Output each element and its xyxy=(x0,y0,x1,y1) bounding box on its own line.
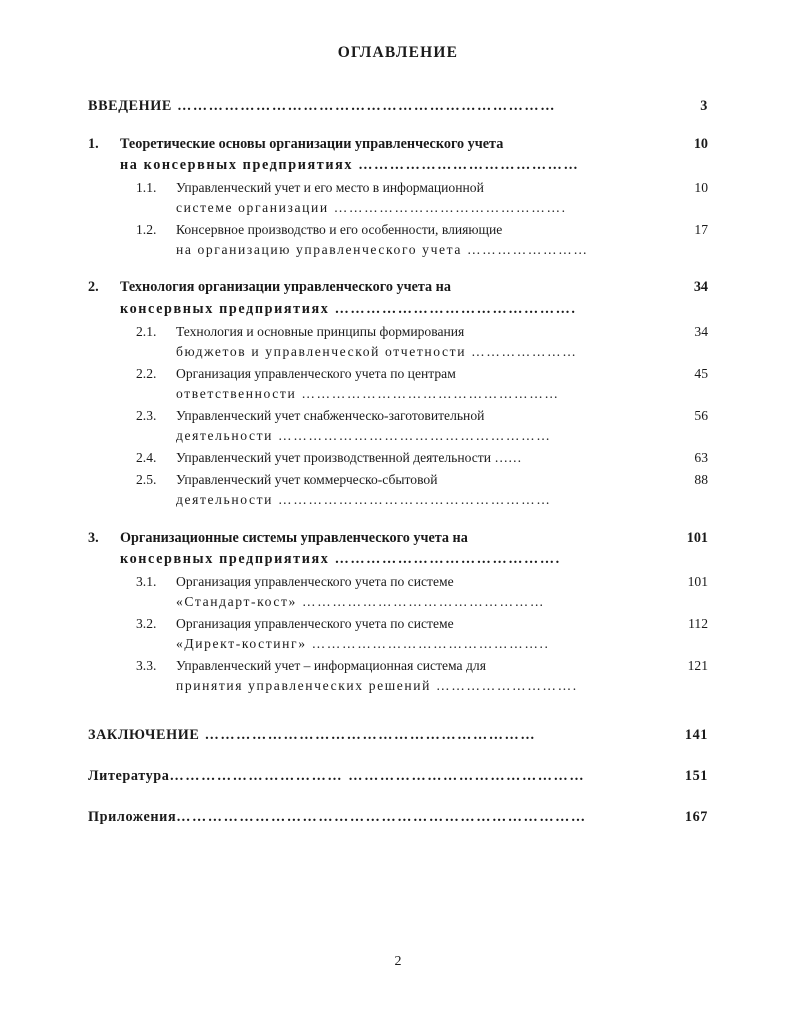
toc-leader-dots: ……………………………………………………………… xyxy=(171,98,556,114)
toc-entry-number: 2.2. xyxy=(136,365,157,381)
toc-entry-label: ВВЕДЕНИЕ xyxy=(88,98,172,114)
section-spacer xyxy=(88,696,708,705)
toc-entry-section-2-1[interactable] xyxy=(88,322,708,362)
toc-entry-section-1-1[interactable] xyxy=(88,178,708,218)
toc-entry-title xyxy=(176,178,662,218)
toc-entry-page: 112 xyxy=(688,615,708,631)
toc-entry-page: 121 xyxy=(687,657,708,673)
toc-entry-number: 3. xyxy=(88,529,99,546)
toc-entry-number: 1.2. xyxy=(136,222,157,238)
toc-entry-line-1: Технология и основные принципы формирования xyxy=(176,323,465,339)
toc-entry-line-2: принятия управленческих решений ………………………. xyxy=(176,678,578,694)
toc-entry-title xyxy=(176,406,662,446)
toc-entry-line-2: «Директ-костинг» ……………………………………….. xyxy=(176,635,550,651)
toc-entry-section-3-3[interactable] xyxy=(88,656,708,696)
toc-entry-page: 101 xyxy=(686,529,708,546)
toc-entry-label: ЗАКЛЮЧЕНИЕ xyxy=(88,727,200,744)
toc-entry-number: 1.1. xyxy=(136,180,157,196)
toc-entry-line-2: ответственности …………………………………………… xyxy=(176,385,560,401)
toc-entry-literature[interactable] xyxy=(88,766,708,787)
toc-entry-line-1: Технология организации управленческого учета на xyxy=(120,279,451,296)
toc-entry-section-1-2[interactable] xyxy=(88,220,708,260)
toc-entry-line-1: Управленческий учет – информационная система для xyxy=(176,657,486,673)
toc-entry-introduction[interactable] xyxy=(88,96,708,117)
toc-entry-page: 141 xyxy=(684,727,708,744)
toc-entry-page: 17 xyxy=(694,222,708,238)
toc-entry-line-2: деятельности ……………………………………………… xyxy=(176,428,552,444)
toc-leader-dots: ……………………………………………………… xyxy=(199,727,537,744)
toc-entry-title xyxy=(88,807,662,828)
toc-entry-conclusion[interactable] xyxy=(88,725,708,746)
toc-entry-line-1: Управленческий учет и его место в информационной xyxy=(176,180,484,196)
page-title: ОГЛАВЛЕНИЕ xyxy=(337,44,459,61)
toc-entry-title xyxy=(176,656,662,696)
toc-entry-section-3-1[interactable] xyxy=(88,572,708,612)
toc-entry-section-2-3[interactable] xyxy=(88,406,708,446)
toc-entry-chapter-3[interactable] xyxy=(88,528,708,570)
toc-entry-title xyxy=(120,277,662,319)
toc-entry-chapter-2[interactable] xyxy=(88,277,708,319)
toc-entry-section-2-4[interactable] xyxy=(88,448,708,468)
toc-entry-line-1: Управленческий учет коммерческо-сбытовой xyxy=(176,472,438,488)
toc-entry-page: 10 xyxy=(694,180,708,196)
toc-entry-line-1: Консервное производство и его особенности, влияющие xyxy=(176,222,503,238)
toc-entry-page: 101 xyxy=(687,573,708,589)
toc-entry-title xyxy=(176,364,662,404)
toc-entry-line-1: Организация управленческого учета по системе xyxy=(176,615,454,631)
toc-entry-number: 2.3. xyxy=(136,407,157,423)
toc-entry-line-2: консервных предприятиях ……………………………………. xyxy=(120,550,561,567)
toc-entry-number: 3.2. xyxy=(136,615,157,631)
toc-entry-title xyxy=(88,725,662,746)
toc-entry-page: 10 xyxy=(693,136,708,153)
table-of-contents xyxy=(88,96,708,828)
toc-entry-line-2: на консервных предприятиях …………………………………… xyxy=(120,157,580,174)
toc-entry-title xyxy=(176,220,662,260)
toc-entry-title xyxy=(176,322,662,362)
toc-leader-dots: …………………………… ……………………………………… xyxy=(169,768,586,785)
toc-entry-page: 63 xyxy=(694,450,708,466)
toc-entry-page: 167 xyxy=(684,809,708,826)
toc-entry-label: Литература xyxy=(88,768,170,785)
toc-entry-line-1: Организация управленческого учета по системе xyxy=(176,573,454,589)
toc-entry-title xyxy=(176,614,662,654)
toc-entry-page: 151 xyxy=(684,768,708,785)
toc-entry-chapter-1[interactable] xyxy=(88,134,708,176)
toc-entry-line-1: Управленческий учет производственной деятельности …… xyxy=(176,450,522,466)
toc-entry-line-2: системе организации ………………………………………. xyxy=(176,200,567,216)
toc-entry-page: 56 xyxy=(694,407,708,423)
toc-entry-page: 45 xyxy=(694,365,708,381)
page-footer-number: 2 xyxy=(394,954,402,969)
toc-entry-label: Приложения xyxy=(88,809,177,826)
toc-entry-line-2: бюджетов и управленческой отчетности ………………… xyxy=(176,343,578,359)
toc-entry-number: 3.1. xyxy=(136,573,157,589)
toc-entry-section-2-2[interactable] xyxy=(88,364,708,404)
toc-entry-title xyxy=(176,448,662,468)
toc-entry-number: 2.4. xyxy=(136,450,157,466)
toc-leader-dots: …………………………………………………………………… xyxy=(176,809,587,826)
toc-entry-number: 2. xyxy=(88,279,99,296)
toc-entry-number: 3.3. xyxy=(136,657,157,673)
toc-entry-line-2: на организацию управленческого учета …………………… xyxy=(176,242,589,258)
toc-entry-appendix[interactable] xyxy=(88,807,708,828)
toc-entry-section-3-2[interactable] xyxy=(88,614,708,654)
toc-entry-section-2-5[interactable] xyxy=(88,470,708,510)
toc-entry-number: 1. xyxy=(88,136,99,153)
toc-entry-page: 34 xyxy=(694,323,708,339)
toc-entry-title xyxy=(88,766,662,787)
toc-entry-number: 2.5. xyxy=(136,472,157,488)
toc-entry-line-2: деятельности ……………………………………………… xyxy=(176,492,552,508)
toc-entry-title xyxy=(176,572,662,612)
toc-entry-line-1: Организационные системы управленческого учета на xyxy=(120,529,468,546)
toc-entry-number: 2.1. xyxy=(136,323,157,339)
toc-entry-line-1: Организация управленческого учета по центрам xyxy=(176,365,456,381)
toc-entry-title xyxy=(88,96,662,117)
toc-entry-line-2: «Стандарт-кост» ………………………………………… xyxy=(176,593,546,609)
toc-entry-line-1: Теоретические основы организации управленческого учета xyxy=(120,136,504,153)
toc-entry-title xyxy=(120,528,662,570)
toc-entry-page: 3 xyxy=(700,98,708,114)
toc-entry-page: 34 xyxy=(693,279,708,296)
toc-entry-line-2: консервных предприятиях ………………………………………. xyxy=(120,300,577,317)
toc-entry-title xyxy=(176,470,662,510)
toc-entry-title xyxy=(120,134,662,176)
toc-entry-page: 88 xyxy=(694,472,708,488)
toc-entry-line-1: Управленческий учет снабженческо-заготовительной xyxy=(176,407,485,423)
